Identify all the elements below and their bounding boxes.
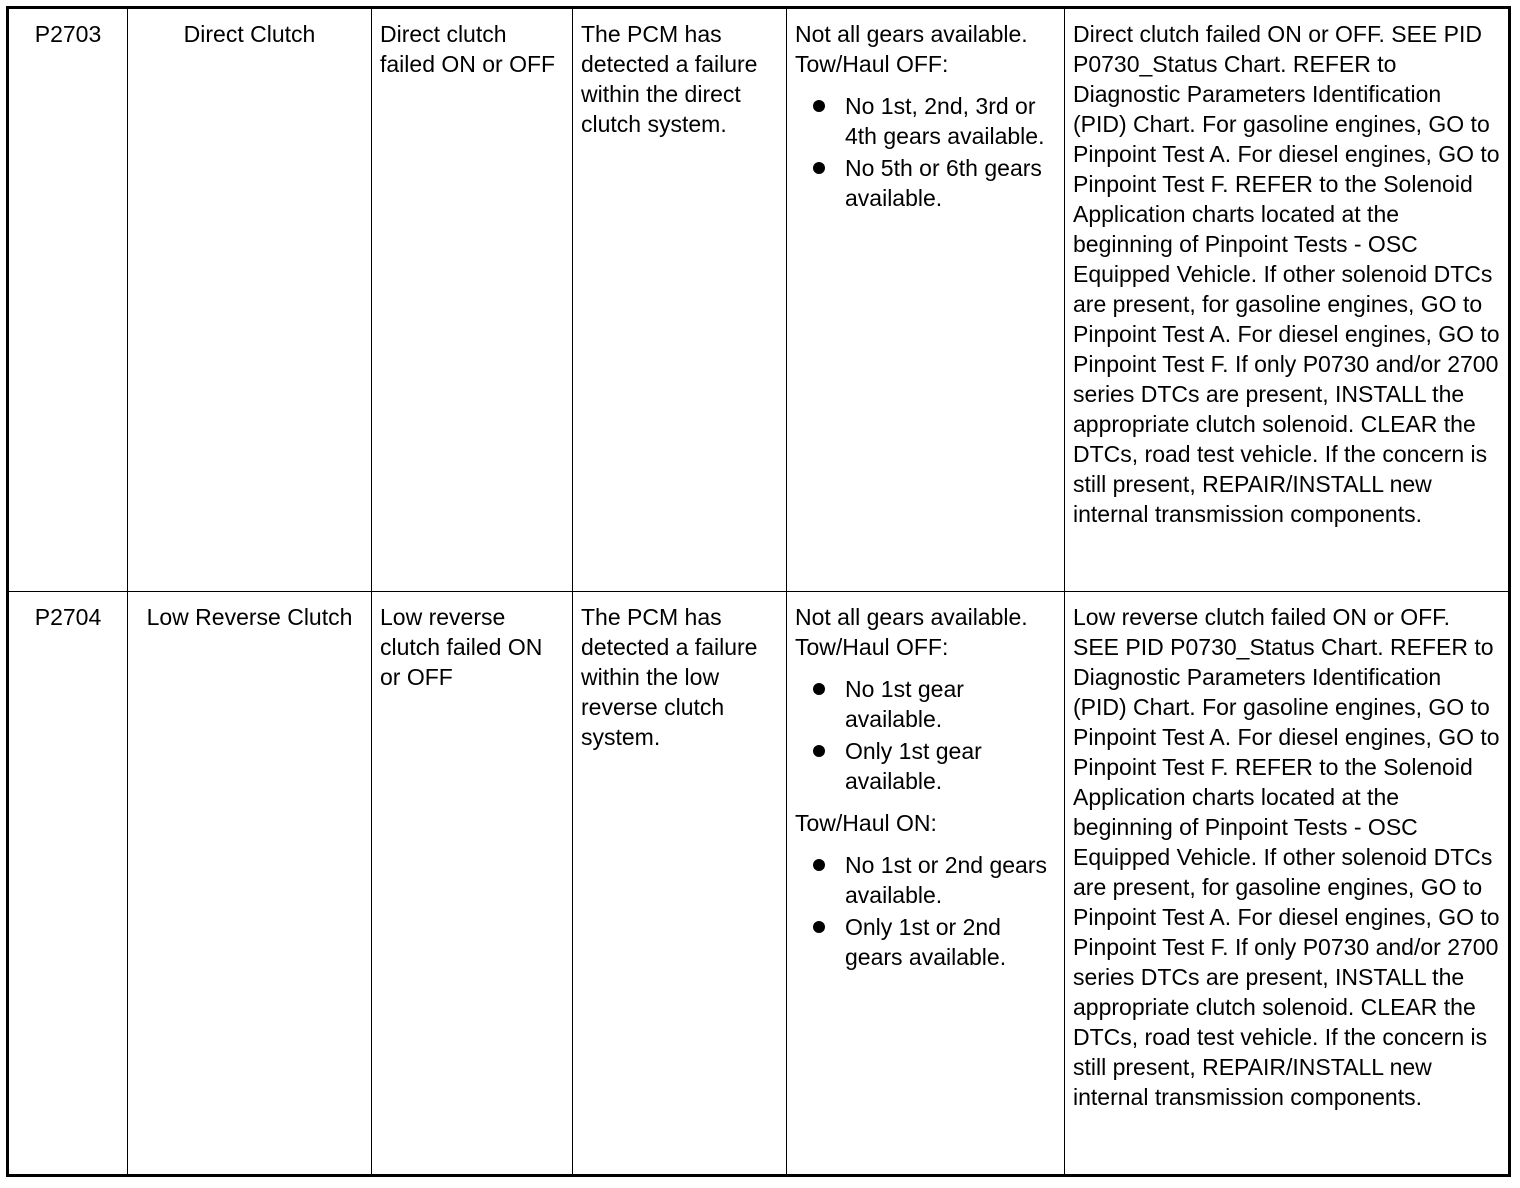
symptom-intro: Not all gears available.: [795, 21, 1028, 47]
dtc-condition: The PCM has detected a failure within the low reverse clutch system.: [573, 592, 787, 1176]
table-row: [8, 8, 1510, 592]
action-text: Direct clutch failed ON or OFF. SEE PID P0730_Status Chart. REFER to Diagnostic Parameters Identification (PID) Chart. For gasoline engines, GO to Pinpoint Test A. For diesel engines, GO to Pinpoint Test F. REFER to the Solenoid Application charts located at the beginning of Pinpoint Tests - OSC Equipped Vehicle. If other solenoid DTCs are present, for gasoline engines, GO to Pinpoint Test A. For diesel engines, GO to Pinpoint Test F. If only P0730 and/or 2700 series DTCs are present, INSTALL the appropriate clutch solenoid. CLEAR the DTCs, road test vehicle. If the concern is still present, REPAIR/INSTALL new internal transmission components.: [1065, 8, 1510, 592]
symptom-text: No 1st or 2nd gears available.: [845, 852, 1048, 908]
dtc-table: [6, 6, 1511, 1177]
symptom-item: [795, 153, 1056, 213]
bullet-icon: [813, 745, 825, 757]
symptom-text: No 1st, 2nd, 3rd or 4th gears available.: [845, 93, 1045, 149]
symptom-item: [795, 850, 1056, 910]
symptom-item: [795, 912, 1056, 972]
action-text: Low reverse clutch failed ON or OFF. SEE PID P0730_Status Chart. REFER to Diagnostic Parameters Identification (PID) Chart. For gasoline engines, GO to Pinpoint Test A. For diesel engines, GO to Pinpoint Test F. REFER to the Solenoid Application charts located at the beginning of Pinpoint Tests - OSC Equipped Vehicle. If other solenoid DTCs are present, for gasoline engines, GO to Pinpoint Test A. For diesel engines, GO to Pinpoint Test F. If only P0730 and/or 2700 series DTCs are present, INSTALL the appropriate clutch solenoid. CLEAR the DTCs, road test vehicle. If the concern is still present, REPAIR/INSTALL new internal transmission components.: [1065, 592, 1510, 1176]
dtc-description: Direct clutch failed ON or OFF: [372, 8, 573, 592]
bullet-icon: [813, 921, 825, 933]
symptom-text: No 1st gear available.: [845, 676, 964, 732]
symptom-group-label: Tow/Haul OFF:: [795, 634, 949, 660]
symptom-intro: Not all gears available.: [795, 604, 1028, 630]
component-name: Direct Clutch: [128, 8, 372, 592]
symptom-list: [795, 91, 1056, 213]
symptoms-cell: [787, 592, 1065, 1176]
dtc-code: P2704: [8, 592, 128, 1176]
table-row: [8, 592, 1510, 1176]
symptom-item: [795, 674, 1056, 734]
bullet-icon: [813, 859, 825, 871]
component-name: Low Reverse Clutch: [128, 592, 372, 1176]
symptoms-cell: [787, 8, 1065, 592]
bullet-icon: [813, 100, 825, 112]
bullet-icon: [813, 683, 825, 695]
symptom-text: No 5th or 6th gears available.: [845, 155, 1042, 211]
symptom-item: [795, 736, 1056, 796]
dtc-description: Low reverse clutch failed ON or OFF: [372, 592, 573, 1176]
dtc-code: P2703: [8, 8, 128, 592]
symptom-group-label: Tow/Haul OFF:: [795, 51, 949, 77]
symptom-text: Only 1st gear available.: [845, 738, 982, 794]
bullet-icon: [813, 162, 825, 174]
symptom-list: [795, 850, 1056, 972]
symptom-list: [795, 674, 1056, 796]
symptom-group-label: Tow/Haul ON:: [795, 810, 937, 836]
symptom-item: [795, 91, 1056, 151]
symptom-text: Only 1st or 2nd gears available.: [845, 914, 1007, 970]
dtc-condition: The PCM has detected a failure within the direct clutch system.: [573, 8, 787, 592]
